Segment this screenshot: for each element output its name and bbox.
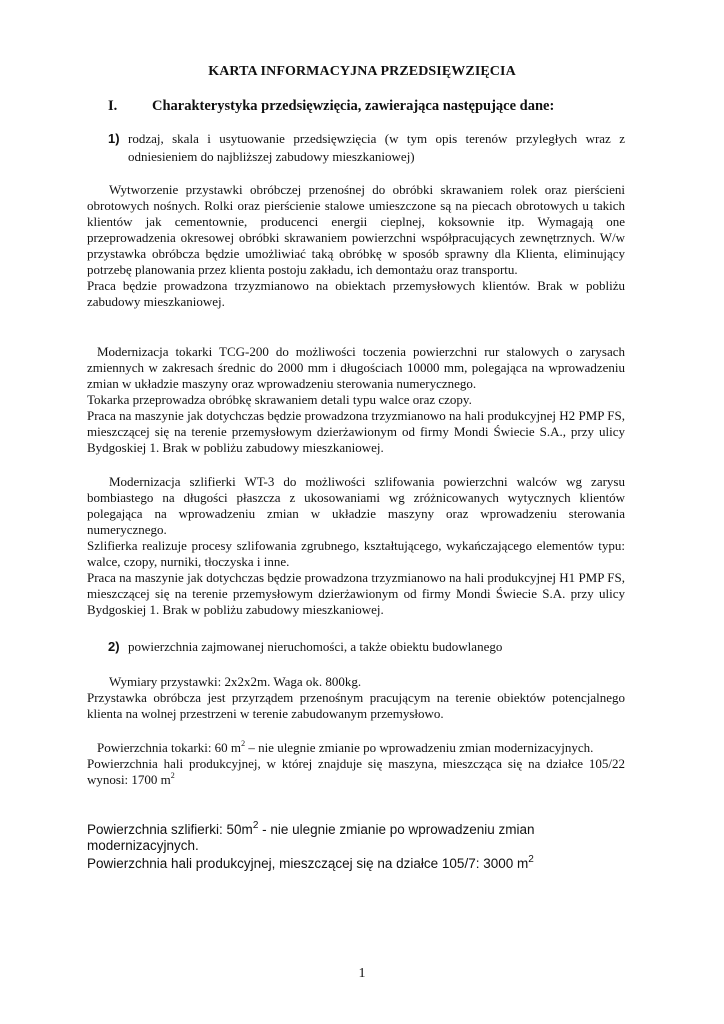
list-item-text: rodzaj, skala i usytuowanie przedsięwzięcia (w tym opis terenów przyległych wraz z odniesieniem do najbliższej zabudowy mieszkaniowej): [128, 131, 625, 164]
paragraph-text: Wymiary przystawki: 2x2x2m. Waga ok. 800kg.: [109, 674, 362, 689]
list-item-number: 2): [108, 639, 120, 654]
paragraph-szlifierka: [87, 474, 625, 618]
superscript: 2: [528, 854, 534, 865]
superscript: 2: [252, 820, 259, 831]
paragraph-text: Praca na maszynie jak dotychczas będzie prowadzona trzyzmianowo na hali produkcyjnej H2 PMP FS, mieszczącej się na terenie przemysłowym dzierżawionym od firmy Mondi Świecie S.A., przy ulicy Bydgoskiej 1. Brak w pobliżu zabudowy mieszkaniowej.: [87, 408, 625, 455]
paragraph-text: Przystawka obróbcza jest przyrządem przenośnym pracującym na terenie obiektów potencjalnego klienta na wolnej przestrzeni w terenie zabudowanym przemysłowo.: [87, 690, 625, 721]
grinder-area-rest: - nie ulegnie zmianie po wprowadzeniu zmian modernizacyjnych.: [87, 822, 535, 853]
superscript: 2: [170, 771, 175, 780]
paragraph-text: Wytworzenie przystawki obróbczej przenośnej do obróbki skrawaniem rolek oraz pierścieni obrotowych nośnych. Rolki oraz pierścienie stalowe umieszczone są na piecach obrotowych u takich klientów jak cementownie, producenci energii cieplnej, koksownie itp. Wymagają one przeprowadzenia okresowej obróbki skrawaniem powierzchni współpracujących zewnętrznych. W/w przystawka obróbcza będzie umożliwiać taką obróbkę w sposób sprawny dla Klienta, eliminujący potrzebę planowania przez klienta postoju zakładu, ich demontażu oraz transportu.: [87, 182, 625, 277]
superscript: 2: [241, 739, 246, 748]
section-heading-text: Charakterystyka przedsięwzięcia, zawierająca następujące dane:: [152, 98, 555, 114]
grinder-area-text: Powierzchnia szlifierki: 50m: [87, 822, 253, 837]
hall-area-text: Powierzchnia hali produkcyjnej, mieszczącej się na działce 105/7: 3000 m: [87, 856, 529, 871]
document-title: KARTA INFORMACYJNA PRZEDSIĘWZIĘCIA: [208, 64, 516, 79]
paragraph-tokarka: [87, 344, 625, 456]
paragraph-text: Tokarka przeprowadza obróbkę skrawaniem detali typu walce oraz czopy.: [87, 392, 472, 407]
list-item-text: powierzchnia zajmowanej nieruchomości, a także obiektu budowlanego: [128, 639, 503, 654]
paragraph-text: Modernizacja tokarki TCG-200 do możliwości toczenia powierzchni rur stalowych o zarysach zmiennych w zakresach średnic do 2000 mm i długościach 10000 mm, polegająca na wprowadzeniu zmian w układzie maszyny oraz wprowadzeniu sterowania numerycznego.: [87, 344, 625, 391]
paragraph-powierzchnia-tokarki: [87, 740, 625, 788]
list-item-number: 1): [108, 131, 120, 146]
lathe-area-rest: – nie ulegnie zmianie po wprowadzeniu zmian modernizacyjnych.: [245, 740, 594, 755]
paragraph-powierzchnia-szlifierki: [87, 822, 625, 872]
paragraph-text: Modernizacja szlifierki WT-3 do możliwości szlifowania powierzchni walców wg zarysu bombiastego na długości płaszcza z ukosowaniami wg zróżnicowanych wytycznych klientów polegająca na wprowadzeniu zmian w układzie maszyny oraz wprowadzeniu sterowania numerycznego.: [87, 474, 625, 537]
page-number: 1: [358, 966, 366, 981]
paragraph-przystawka: [87, 182, 625, 310]
hall-area-text: Powierzchnia hali produkcyjnej, w której znajduje się maszyna, mieszcząca się na działce 105/22 wynosi: 1700 m: [87, 756, 625, 787]
section-heading: [108, 98, 554, 115]
paragraph-wymiary: [87, 674, 625, 722]
section-number: I.: [108, 98, 118, 114]
list-item-2: [108, 638, 625, 656]
list-item-1: [108, 130, 625, 166]
lathe-area-text: Powierzchnia tokarki: 60 m: [97, 740, 242, 755]
paragraph-text: Praca na maszynie jak dotychczas będzie prowadzona trzyzmianowo na hali produkcyjnej H1 PMP FS, mieszczącej się na terenie przemysłowym dzierżawionym od firmy Mondi Świecie S.A. przy ulicy Bydgoskiej 1. Brak w pobliżu zabudowy mieszkaniowej.: [87, 570, 625, 617]
paragraph-text: [87, 856, 625, 872]
paragraph-text: [87, 756, 625, 788]
paragraph-text: Praca będzie prowadzona trzyzmianowo na obiektach przemysłowych klientów. Brak w pobliżu zabudowy mieszkaniowej.: [87, 278, 625, 309]
paragraph-text: [87, 740, 625, 756]
paragraph-text: Szlifierka realizuje procesy szlifowania zgrubnego, kształtującego, wykańczającego elementów typu: walce, czopy, nurniki, tłoczyska i inne.: [87, 538, 625, 569]
paragraph-text: [87, 822, 625, 854]
